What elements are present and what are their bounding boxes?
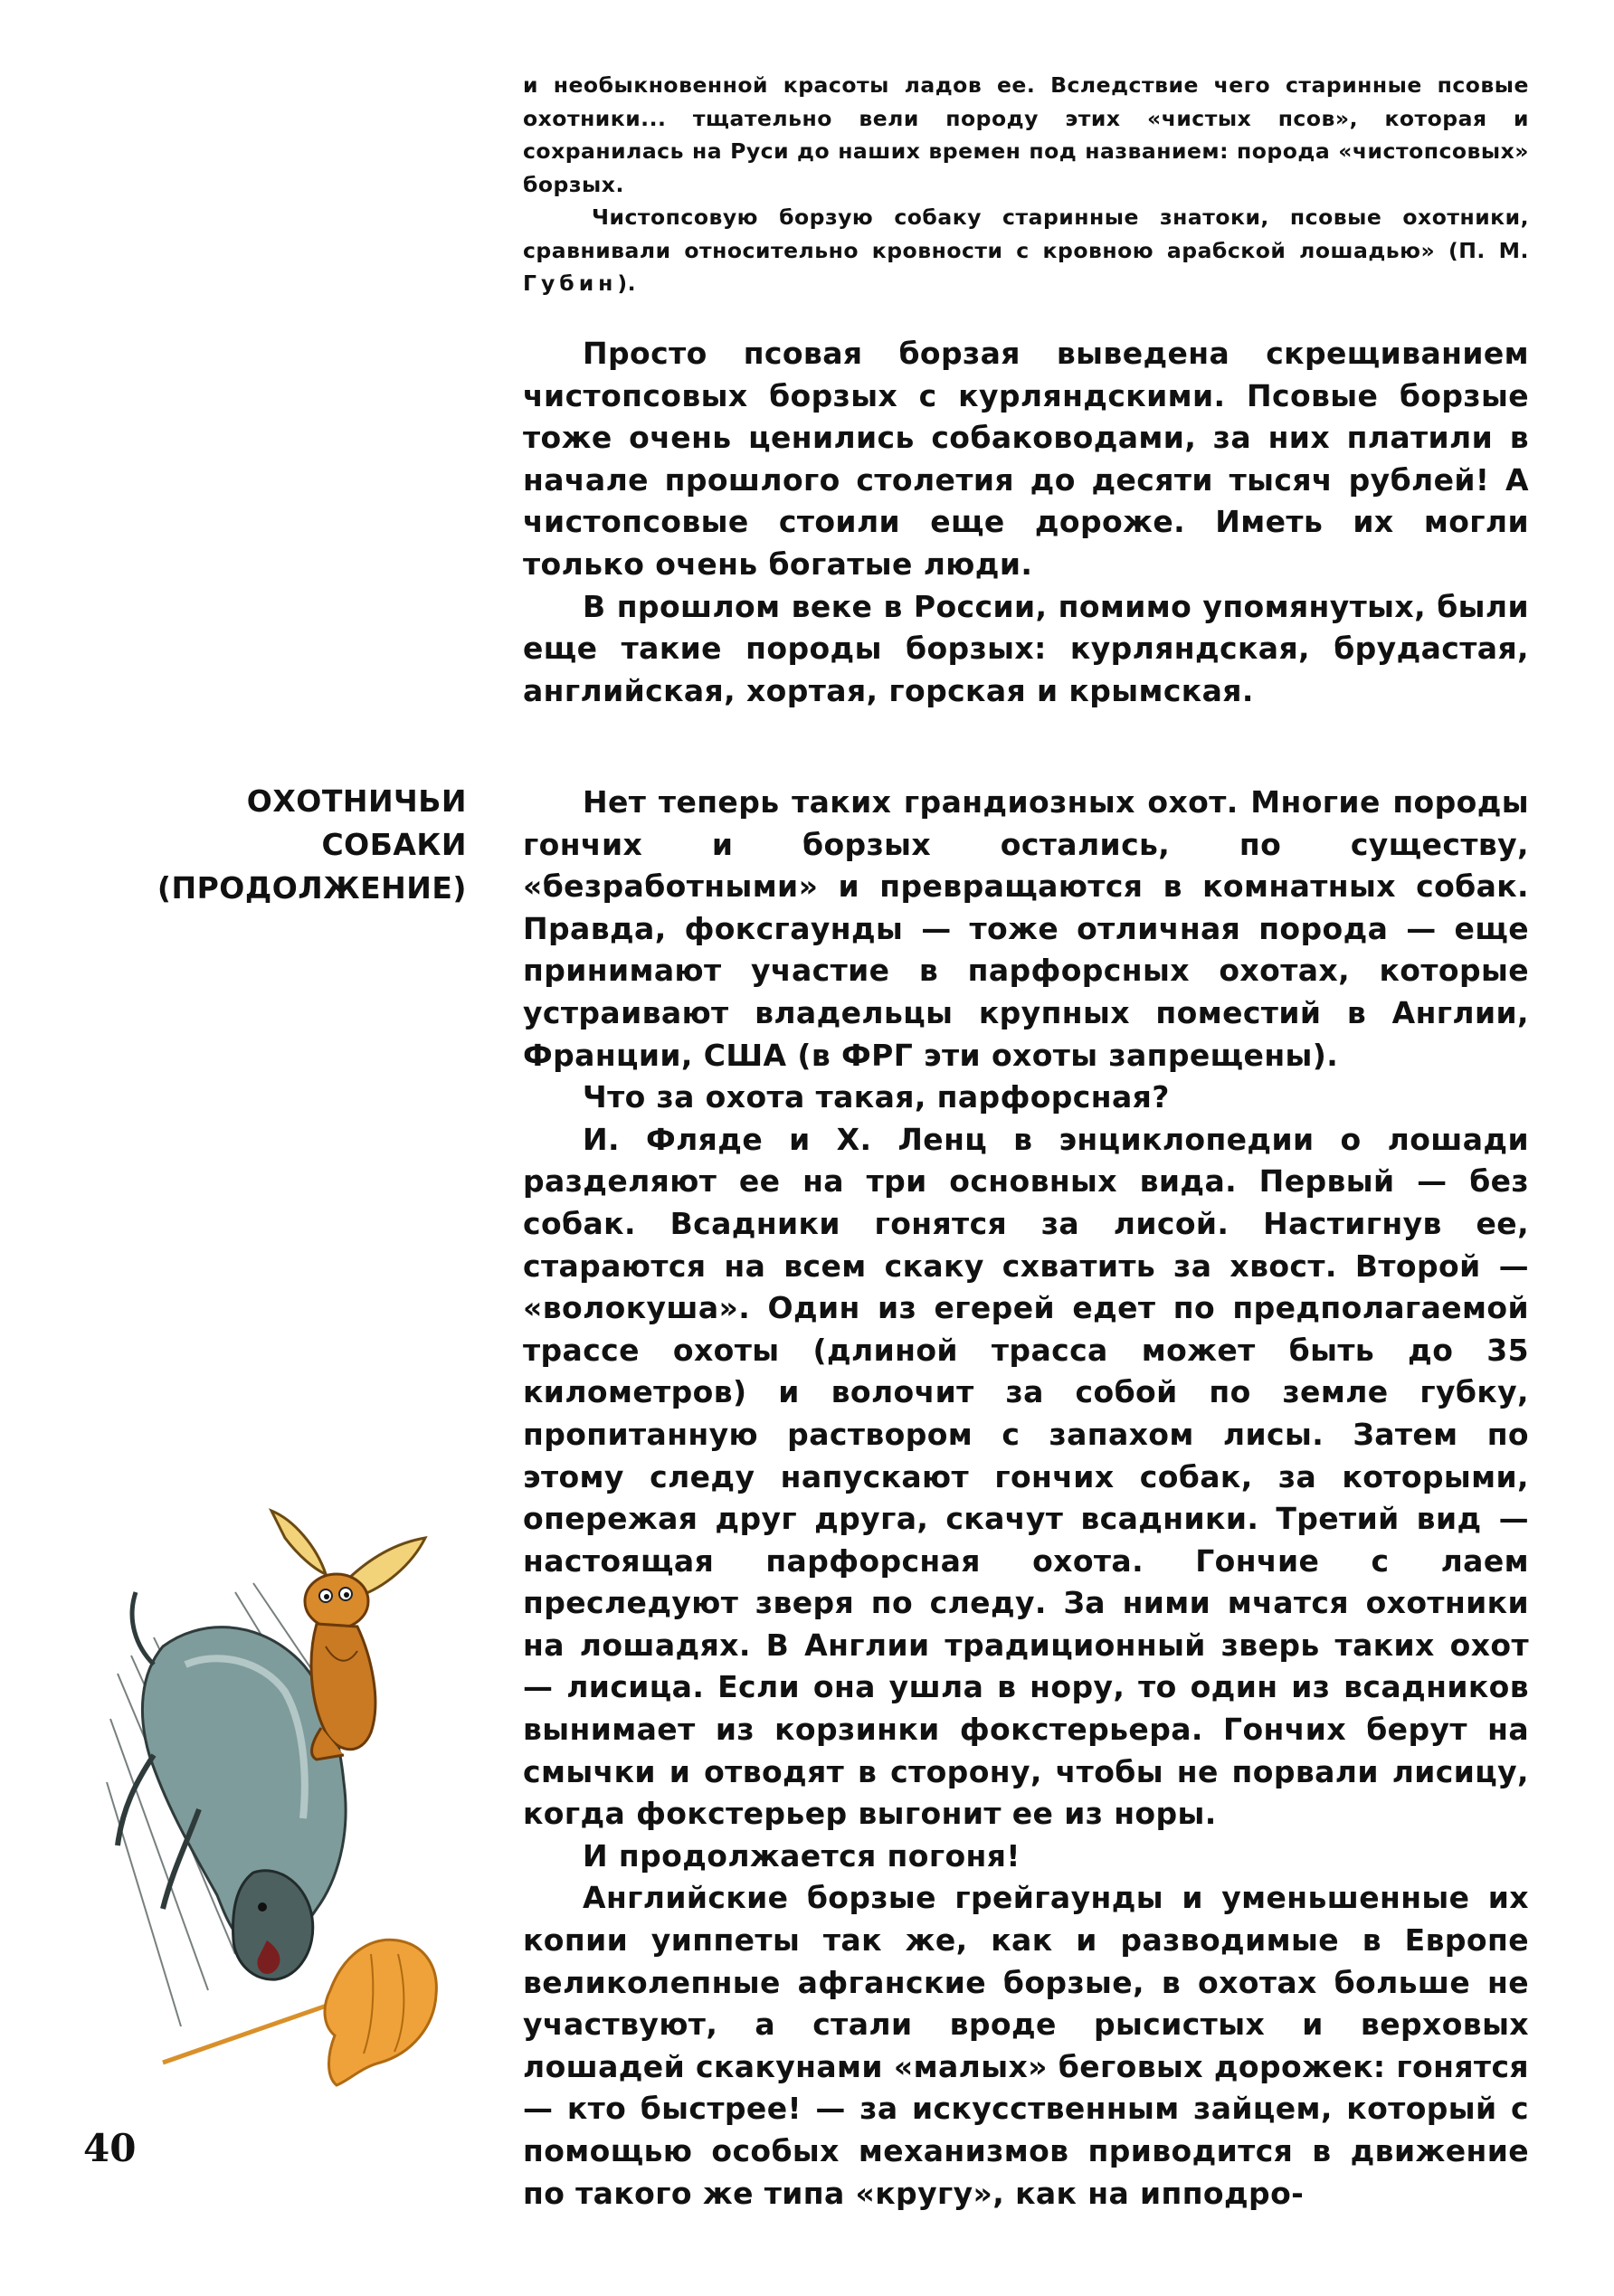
quote-block	[523, 69, 1529, 300]
intro-text	[523, 333, 1529, 712]
section-paragraph: Английские борзые грейгаунды и уменьшенные их копии уиппеты так же, как и разводимые в Европе великолепные афганские борзые, в охотах больше не участвуют, а стали вроде рысистых и верховых лошадей скакунами «малых» беговых дорожек: гонятся — кто быстрее! — за искусственным зайцем, который с помощью особых механизмов приводится в движение по такого же типа «кругу», как на ипподро-	[523, 1880, 1529, 2211]
quote-paragraph-text: Чистопсовую борзую собаку старинные знатоки, псовые охотники, сравнивали относительно кровности с кровною арабской лошадью»	[523, 204, 1529, 263]
section-paragraph: Нет теперь таких грандиозных охот. Многие породы гончих и борзых остались, по существу, «безработными» и превращаются в комнатных собак. Правда, фоксгаунды — тоже отличная порода — еще принимают участие в парфорсных охотах, которые устраивают владельцы крупных поместий в Англии, Франции, США (в ФРГ эти охоты запрещены).	[523, 784, 1529, 1073]
section-heading-line: СОБАКИ	[321, 827, 467, 862]
intro-paragraph: Просто псовая борзая выведена скрещиванием чистопсовых борзых с курляндскими. Псовые борзые тоже очень ценились собаководами, за них платили в начале прошлого столетия до десяти тысяч рублей! А чистопсовые стоили еще дороже. Иметь их могли только очень богатые люди.	[523, 336, 1529, 582]
section-paragraph: Что за охота такая, парфорсная?	[583, 1079, 1170, 1115]
section-paragraph: И продолжается погоня!	[583, 1837, 1021, 1874]
section-body	[523, 782, 1529, 2215]
intro-paragraph: В прошлом веке в России, помимо упомянутых, были еще такие породы борзых: курляндская, брудастая, английская, хортая, горская и крымская.	[523, 588, 1529, 708]
citation-open: (П. М.	[1448, 237, 1529, 263]
page-number: 40	[83, 2126, 137, 2170]
section-heading-line: (ПРОДОЛЖЕНИЕ)	[157, 870, 467, 906]
citation-close: ).	[617, 270, 637, 296]
section-heading	[127, 780, 467, 910]
quote-paragraph: и необыкновенной красоты ладов ее. Вследствие чего старинные псовые охотники... тщательно вели породу этих «чистых псов», которая и сохранилась на Руси до наших времен под названием: порода «чистопсовых» борзых.	[523, 72, 1529, 197]
section-paragraph: И. Фляде и Х. Ленц в энциклопедии о лошади разделяют ее на три основных вида. Первый — без собак. Всадники гонятся за лисой. Настигнув ее, стараются на всем скаку схватить за хвост. Второй — «волокуша». Один из егерей едет по предполагаемой трассе охоты (длиной трасса может быть до 35 километров) и волочит за собой по земле губку, пропитанную раствором с запахом лисы. Затем по этому следу напускают гончих собак, за которыми, опережая друг друга, скачут всадники. Третий вид — настоящая парфорсная охота. Гончие с лаем преследуют зверя по следу. За ними мчатся охотники на лошадях. В Англии традиционный зверь таких охот — лисица. Если она ушла в нору, то один из всадников вынимает из корзинки фокстерьера. Гончих берут на смычки и отводят в сторону, чтобы не порвали лисицу, когда фокстерьер выгонит ее из норы.	[523, 1121, 1529, 1832]
section-heading-line: ОХОТНИЧЬИ	[246, 783, 467, 819]
quote-paragraph-with-citation	[523, 201, 1529, 300]
citation-author: Губин	[523, 270, 618, 296]
greyhound-hare-illustration	[100, 1484, 489, 2099]
